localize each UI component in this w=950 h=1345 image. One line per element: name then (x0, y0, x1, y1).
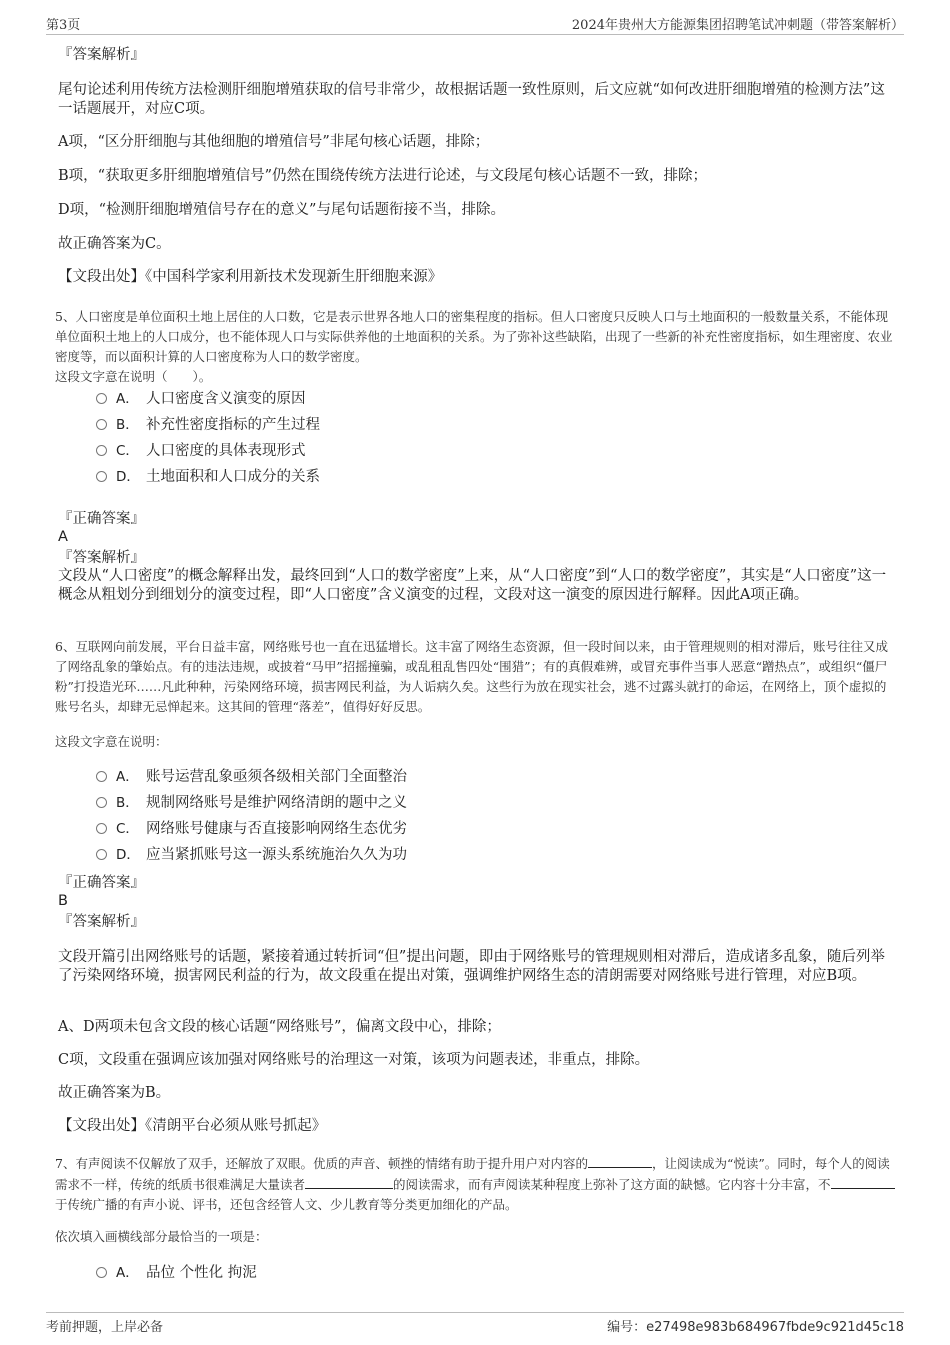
q6-analysis-p2: A、D两项未包含文段的核心话题“网络账号”，偏离文段中心，排除； (58, 1019, 501, 1035)
q7-option-a[interactable]: A． 品位 个性化 拘泥 (96, 1263, 257, 1283)
q6-analysis-p3: C项，文段重在强调应该加强对网络账号的治理这一对策，该项为问题表述，非重点，排除。 (58, 1052, 650, 1068)
fill-blank-3[interactable] (831, 1174, 895, 1189)
page-header (46, 12, 904, 35)
radio-icon[interactable] (96, 445, 107, 456)
q5-analysis-label: 『答案解析』 (58, 550, 145, 566)
q4-analysis-p4: D项，“检测肝细胞增殖信号存在的意义”与尾句话题衔接不当，排除。 (58, 202, 505, 218)
q6-option-c[interactable]: C． 网络账号健康与否直接影响网络生态优劣 (96, 819, 407, 839)
q5-option-a[interactable]: A． 人口密度含义演变的原因 (96, 389, 306, 409)
q5-option-b[interactable]: B． 补充性密度指标的产生过程 (96, 415, 320, 435)
q6-analysis-p4: 故正确答案为B。 (58, 1085, 171, 1101)
q6-option-d[interactable]: D． 应当紧抓账号这一源头系统施治久久为功 (96, 845, 407, 865)
q6-stem: 6、互联网向前发展，平台日益丰富，网络账号也一直在迅猛增长。这丰富了网络生态资源，但一段时间以来，由于管理规则的相对滞后，账号往往又成了网络乱象的肇始点。有的违法违规，或披着“马甲”招摇撞骗，或乱租乱售四处“围猎”；有的真假难辨，或冒充事件当事人恶意“蹭热点”，或组织“僵尸粉”打投造光环……凡此种种，污染网络环境，损害网民利益，为人诟病久矣。这些行为放在现实社会，逃不过露头就打的命运，在网络上，顶个虚拟的账号名头，却肆无忌惮起来。这其间的管理“落差”，值得好好反思。 (55, 639, 888, 714)
document-title: 2024年贵州大方能源集团招聘笔试冲刺题（带答案解析） (571, 18, 904, 33)
radio-icon[interactable] (96, 1267, 107, 1278)
q5-option-c[interactable]: C． 人口密度的具体表现形式 (96, 441, 306, 461)
radio-icon[interactable] (96, 471, 107, 482)
q6-question: 这段文字意在说明： (55, 734, 168, 749)
page-footer (46, 1312, 904, 1335)
fill-blank-2[interactable] (305, 1174, 393, 1189)
q6-analysis-label: 『答案解析』 (58, 914, 145, 930)
footer-slogan: 考前押题，上岸必备 (46, 1320, 164, 1335)
q5-option-d[interactable]: D． 土地面积和人口成分的关系 (96, 467, 320, 487)
q5-answer: A (58, 529, 68, 545)
page-number: 第3页 (46, 18, 81, 33)
q4-analysis-p2: A项，“区分肝细胞与其他细胞的增殖信号”非尾句核心话题，排除； (58, 134, 490, 150)
radio-icon[interactable] (96, 419, 107, 430)
radio-icon[interactable] (96, 771, 107, 782)
q5-analysis: 文段从“人口密度”的概念解释出发，最终回到“人口的数学密度”上来，从“人口密度”到“人口的数学密度”，其实是“人口密度”这一概念从粗划分到细划分的演变过程，即“人口密度”含义演变的过程，文段对这一演变的原因进行解释。因此A项正确。 (58, 568, 887, 603)
q6-source: 【文段出处】《清朗平台必须从账号抓起》 (58, 1118, 327, 1134)
q6-option-a[interactable]: A． 账号运营乱象亟须各级相关部门全面整治 (96, 767, 407, 787)
radio-icon[interactable] (96, 849, 107, 860)
radio-icon[interactable] (96, 823, 107, 834)
q6-analysis-p1: 文段开篇引出网络账号的话题，紧接着通过转折词“但”提出问题，即由于网络账号的管理规则相对滞后，造成诸多乱象，随后列举了污染网络环境，损害网民利益的行为，故文段重在提出对策，强调维护网络生态的清朗需要对网络账号进行管理，对应B项。 (58, 949, 885, 984)
document-code: 编号：e27498e983b684967fbde9c921d45c18 (607, 1320, 904, 1335)
q7-question: 依次填入画横线部分最恰当的一项是： (55, 1229, 268, 1244)
q5-answer-label: 『正确答案』 (58, 511, 145, 527)
radio-icon[interactable] (96, 797, 107, 808)
radio-icon[interactable] (96, 393, 107, 404)
q7-stem: 7、有声阅读不仅解放了双手，还解放了双眼。优质的声音、顿挫的情绪有助于提升用户对内容的 ，让阅读成为“悦读”。同时，每个人的阅读需求不一样，传统的纸质书很难满足大量读者 的阅读需求，而有声阅读某种程度上弥补了这方面的缺憾。它内容十分丰富，不于传统广播的有声小说、评书，还包含经管人文、少儿教育等分类更加细化的产品。 (55, 1153, 895, 1215)
q4-analysis-label: 『答案解析』 (58, 47, 145, 63)
q5-question: 这段文字意在说明（ ）。 (55, 369, 212, 384)
fill-blank-1[interactable] (588, 1153, 652, 1168)
q4-source: 【文段出处】《中国科学家利用新技术发现新生肝细胞来源》 (58, 269, 443, 285)
q5-stem: 5、人口密度是单位面积土地上居住的人口数，它是表示世界各地人口的密集程度的指标。但人口密度只反映人口与土地面积的一般数量关系，不能体现单位面积土地上的人口成分，也不能体现人口与实际供养他的土地面积的关系。为了弥补这些缺陷，出现了一些新的补充性密度指标，如生理密度、农业密度等，而以面积计算的人口密度称为人口的数学密度。 (55, 309, 893, 364)
q6-answer: B (58, 893, 68, 909)
q6-option-b[interactable]: B． 规制网络账号是维护网络清朗的题中之义 (96, 793, 407, 813)
q4-analysis-p3: B项，“获取更多肝细胞增殖信号”仍然在围绕传统方法进行论述，与文段尾句核心话题不一致，排除； (58, 168, 707, 184)
q4-analysis-p1: 尾句论述利用传统方法检测肝细胞增殖获取的信号非常少，故根据话题一致性原则，后文应就“如何改进肝细胞增殖的检测方法”这一话题展开，对应C项。 (58, 82, 885, 117)
q4-analysis-p5: 故正确答案为C。 (58, 236, 171, 252)
q6-answer-label: 『正确答案』 (58, 875, 145, 891)
